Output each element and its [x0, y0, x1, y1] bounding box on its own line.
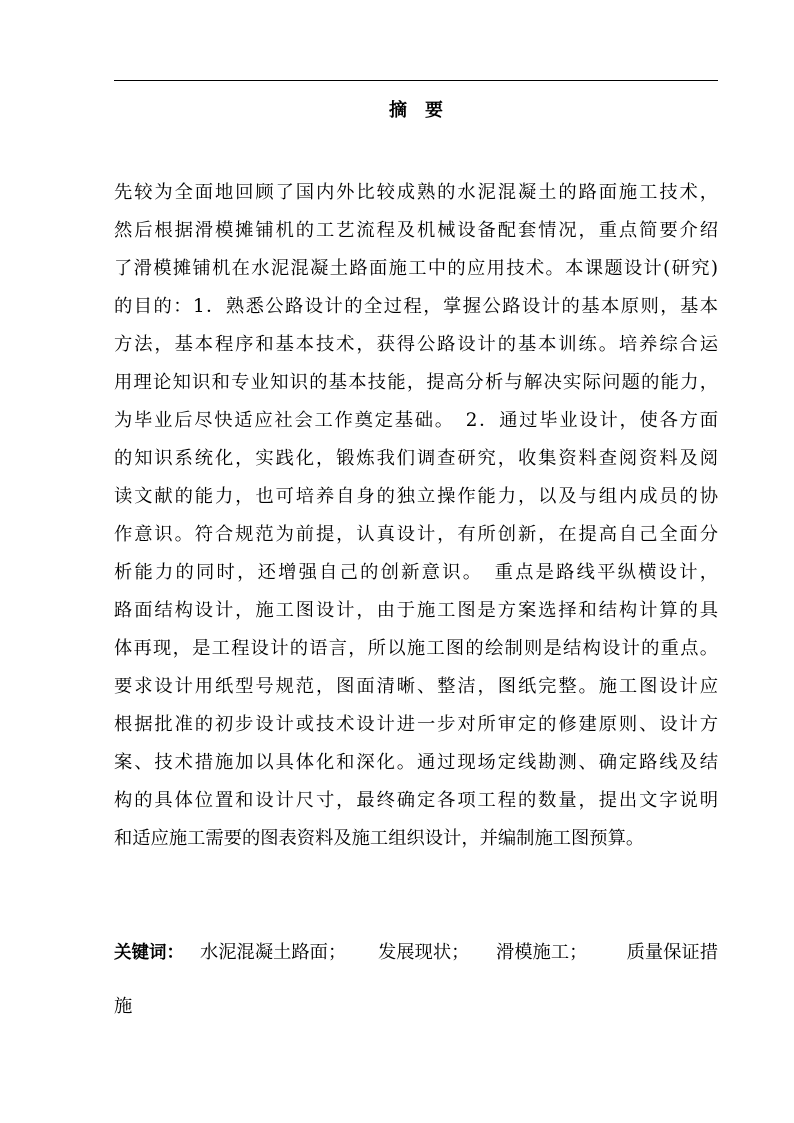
abstract-line: 了滑模摊铺机在水泥混凝土路面施工中的应用技术。本课题设计(研究)	[114, 258, 718, 279]
abstract-line: 路面结构设计，施工图设计，由于施工图是方案选择和结构计算的具	[114, 600, 718, 621]
abstract-line: 析能力的同时，还增强自己的创新意识。 重点是路线平纵横设计，	[114, 562, 718, 583]
keyword-item: 发展现状；	[378, 942, 470, 963]
keyword-item: 水泥混凝土路面；	[200, 942, 347, 963]
abstract-line: 作意识。符合规范为前提，认真设计，有所创新，在提高自己全面分	[114, 524, 718, 545]
keywords-line	[114, 939, 718, 993]
keywords-section	[114, 939, 718, 1021]
abstract-line: 的知识系统化，实践化，锻炼我们调查研究，收集资料查阅资料及阅	[114, 448, 718, 469]
keyword-item: 质量保证措	[626, 942, 718, 963]
abstract-line: 体再现，是工程设计的语言，所以施工图的绘制则是结构设计的重点。	[114, 638, 718, 659]
abstract-line: 读文献的能力，也可培养自身的独立操作能力，以及与组内成员的协	[114, 486, 718, 507]
keywords-label: 关键词：	[114, 943, 184, 963]
abstract-line: 根据批准的初步设计或技术设计进一步对所审定的修建原则、设计方	[114, 714, 718, 735]
abstract-line: 然后根据滑模摊铺机的工艺流程及机械设备配套情况，重点简要介绍	[114, 220, 718, 241]
abstract-line: 用理论知识和专业知识的基本技能，提高分析与解决实际问题的能力，	[114, 372, 718, 393]
abstract-line: 构的具体位置和设计尺寸，最终确定各项工程的数量，提出文字说明	[114, 790, 718, 811]
abstract-line: 方法，基本程序和基本技术，获得公路设计的基本训练。培养综合运	[114, 334, 718, 355]
abstract-line: 为毕业后尽快适应社会工作奠定基础。 2．通过毕业设计，使各方面	[114, 410, 718, 431]
abstract-line: 的目的：1．熟悉公路设计的全过程，掌握公路设计的基本原则，基本	[114, 296, 718, 317]
abstract-line: 和适应施工需要的图表资料及施工组织设计，并编制施工图预算。	[114, 828, 645, 849]
abstract-body	[114, 174, 718, 858]
keyword-item: 滑模施工；	[496, 942, 588, 963]
abstract-line: 要求设计用纸型号规范，图面清晰、整洁，图纸完整。施工图设计应	[114, 676, 718, 697]
header-rule	[114, 80, 718, 81]
abstract-line: 案、技术措施加以具体化和深化。通过现场定线勘测、确定路线及结	[114, 752, 718, 773]
page-title: 摘 要	[389, 100, 443, 121]
abstract-line: 先较为全面地回顾了国内外比较成熟的水泥混凝土的路面施工技术，	[114, 182, 718, 203]
keyword-continuation: 施	[114, 996, 133, 1017]
